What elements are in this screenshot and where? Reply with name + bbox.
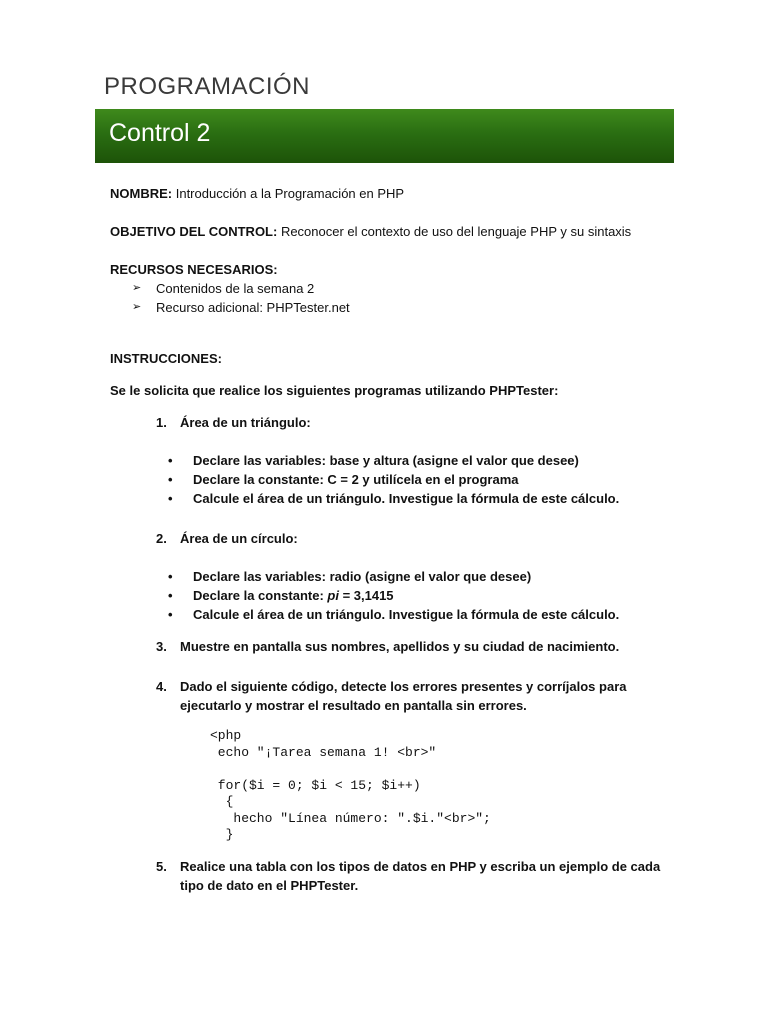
bullet-text: Calcule el área de un triángulo. Investigue la fórmula de este cálculo. [193,607,620,622]
task-item [110,637,670,656]
code-line: for($i = 0; $i < 15; $i++) [210,777,421,793]
arrow-bullet-icon: ➢ [132,301,142,313]
code-line [210,761,670,778]
bullet-icon: • [168,569,173,584]
bullet-icon: • [168,607,173,622]
objetivo-line [110,222,670,241]
task-bullet [110,489,670,508]
recurso-item [110,279,670,298]
nombre-value: Introducción a la Programación en PHP [172,186,405,201]
objetivo-value: Reconocer el contexto de uso del lenguaje PHP y su sintaxis [277,224,632,239]
task-bullet [110,605,670,624]
code-block [110,728,670,844]
bullet-icon: • [168,491,173,506]
task-item [110,857,670,895]
recurso-text: Contenidos de la semana 2 [156,281,315,296]
bullet-icon: • [168,588,173,603]
task-number: 4. [156,679,167,694]
task-title: Dado el siguiente código, detecte los errores presentes y corríjalos para ejecutarlo y mostrar el resultado en pantalla sin errores. [180,679,627,713]
code-line: hecho "Línea número: ".$i."<br>"; [210,810,491,826]
task-title: Área de un triángulo: [180,415,311,430]
task-bullet [110,567,670,586]
task-bullet [110,586,670,605]
banner-title: Control 2 [109,119,211,147]
bullet-text: Calcule el área de un triángulo. Investigue la fórmula de este cálculo. [193,491,620,506]
document-body [110,184,670,895]
task-title: Realice una tabla con los tipos de datos en PHP y escriba un ejemplo de cada tipo de dato en el PHPTester. [180,858,661,893]
task-number: 1. [156,415,167,430]
recurso-text: Recurso adicional: PHPTester.net [156,300,350,315]
bullet-text: Declare las variables: radio (asigne el valor que desee) [193,569,532,584]
instrucciones-intro: Se le solicita que realice los siguientes programas utilizando PHPTester: [110,383,559,398]
title-banner [95,109,674,163]
task-bullet [110,451,670,470]
code-line: <php [210,728,242,743]
bullet-icon: • [168,453,173,468]
task-bullet [110,470,670,489]
task-item [110,413,670,432]
arrow-bullet-icon: ➢ [132,282,142,294]
bullet-text [193,586,394,605]
recursos-label: RECURSOS NECESARIOS: [110,262,278,277]
task-title: Área de un círculo: [180,531,298,546]
task-item [110,529,670,548]
code-line: echo "¡Tarea semana 1! <br>" [210,744,437,760]
instrucciones-label: INSTRUCCIONES: [110,351,222,366]
task-title: Muestre en pantalla sus nombres, apellidos y su ciudad de nacimiento. [180,639,620,654]
bullet-text: Declare las variables: base y altura (asigne el valor que desee) [193,453,579,468]
task-number: 3. [156,639,167,654]
const-prefix: Declare la constante: [193,588,328,603]
code-line: { [210,794,234,809]
bullet-text: Declare la constante: C = 2 y utilícela en el programa [193,472,519,487]
document-section-title: PROGRAMACIÓN [104,73,311,100]
const-suffix: = 3,1415 [338,588,394,603]
recurso-item [110,298,670,317]
bullet-icon: • [168,472,173,487]
code-line: } [210,827,234,842]
nombre-label: NOMBRE: [110,186,173,201]
task-item [110,677,670,715]
const-var: pi [327,588,339,603]
task-number: 2. [156,531,167,546]
nombre-line [110,184,670,203]
objetivo-label: OBJETIVO DEL CONTROL: [110,224,278,239]
task-number: 5. [156,858,167,874]
